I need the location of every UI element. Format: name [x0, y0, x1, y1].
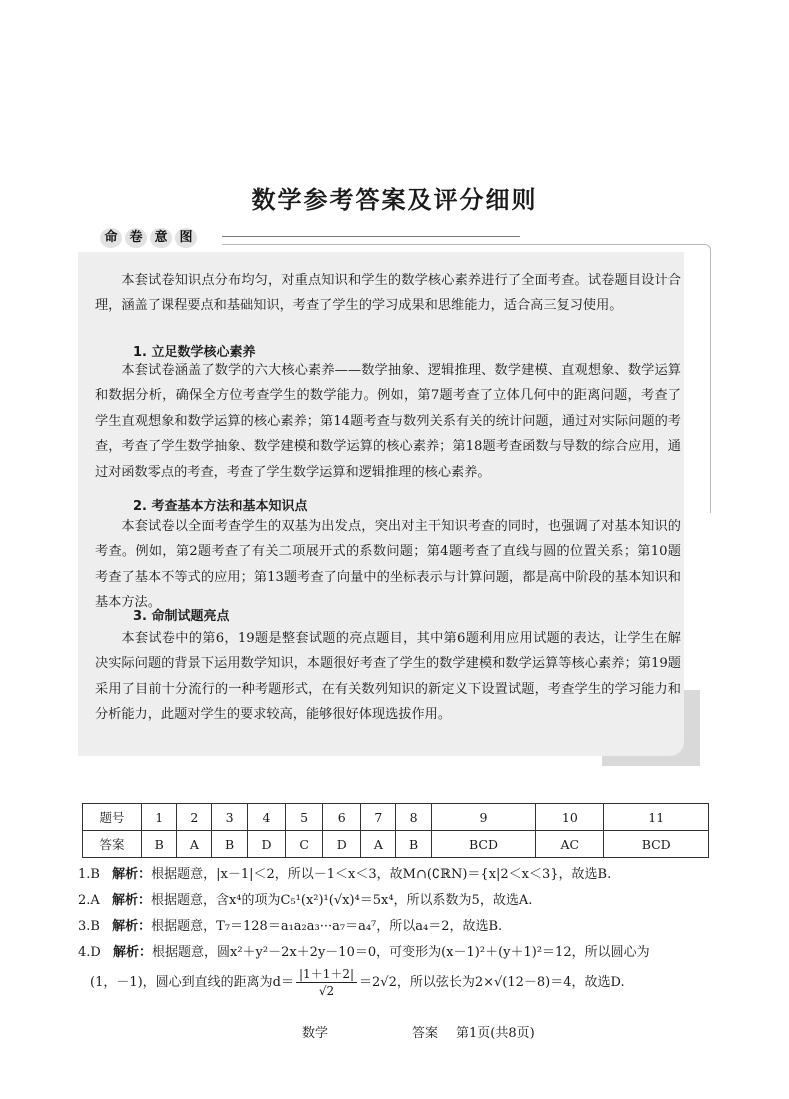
solution-number: 2.A — [78, 893, 100, 908]
solution-number: 4.D — [78, 945, 101, 960]
row-header: 题号 — [83, 804, 142, 831]
intro-box — [78, 252, 684, 756]
table-row — [83, 831, 709, 858]
intro-paragraph: 本套试卷知识点分布均匀，对重点知识和学生的数学核心素养进行了全面考查。试卷题目设计合理，涵盖了课程要点和基础知识，考查了学生的学习成果和思维能力，适合高三复习使用。 — [95, 273, 681, 314]
question-number: 7 — [361, 804, 396, 831]
answer-cell: B — [212, 831, 247, 858]
answer-cell: A — [361, 831, 396, 858]
solution-text: 根据题意，圆x²＋y²－2x＋2y－10＝0，可变形为(x－1)²＋(y＋1)²＝12，所以圆心为 — [151, 945, 650, 960]
solution-label: 解析： — [111, 893, 151, 908]
footer-page: 第1页(共8页) — [456, 1026, 535, 1041]
distance-fraction — [296, 966, 357, 999]
solution-text: 根据题意，|x－1|＜2，所以－1＜x＜3，故M∩(∁ℝN)＝{x|2＜x＜3}，故选B. — [151, 867, 612, 882]
question-number: 4 — [247, 804, 285, 831]
solution-text: (1，－1)，圆心到直线的距离为d＝ — [90, 975, 295, 990]
footer-subject: 数学 — [302, 1026, 329, 1041]
intro-paragraph: 本套试卷涵盖了数学的六大核心素养——数学抽象、逻辑推理、数学建模、直观想象、数学运算和数据分析，确保全方位考查学生的数学能力。例如，第7题考查了立体几何中的距离问题，考查了学生直观想象和数学运算的核心素养；第14题考查与数列关系有关的统计问题，通过对实际问题的考查，考查了学生数学抽象、数学建模和数学运算的核心素养；第18题考查函数与导数的综合应用，通过对函数零点的考查，考查了学生数学运算和逻辑推理的核心素养。 — [95, 363, 681, 480]
answer-cell: AC — [536, 831, 604, 858]
question-number: 9 — [431, 804, 535, 831]
question-number: 2 — [177, 804, 212, 831]
answer-cell: BCD — [604, 831, 709, 858]
section-label — [100, 228, 197, 248]
question-number: 6 — [323, 804, 361, 831]
question-number: 5 — [286, 804, 323, 831]
answer-cell: A — [177, 831, 212, 858]
solution-text: 根据题意，含x⁴的项为C₅¹(x²)¹(√x)⁴＝5x⁴，所以系数为5，故选A. — [150, 893, 533, 908]
intro-heading: 1. 立足数学核心素养 — [133, 345, 256, 360]
answer-cell: BCD — [431, 831, 535, 858]
solution-2 — [78, 892, 532, 910]
question-number: 10 — [536, 804, 604, 831]
section-label-char: 图 — [175, 228, 197, 248]
question-number: 8 — [396, 804, 431, 831]
answer-cell: D — [247, 831, 285, 858]
row-header: 答案 — [83, 831, 142, 858]
solution-4 — [78, 944, 650, 962]
answer-table — [82, 803, 709, 858]
question-number: 3 — [212, 804, 247, 831]
answer-cell: D — [323, 831, 361, 858]
section-label-char: 命 — [100, 228, 122, 248]
footer-label: 答案 — [412, 1026, 439, 1041]
solution-label: 解析： — [112, 919, 152, 934]
answer-cell: B — [396, 831, 431, 858]
answer-cell: C — [286, 831, 323, 858]
solution-label: 解析： — [112, 867, 152, 882]
intro-paragraph: 本套试卷以全面考查学生的双基为出发点，突出对主干知识考查的同时，也强调了对基本知识的考查。例如，第2题考查了有关二项展开式的系数问题；第4题考查了直线与圆的位置关系；第10题考查了基本不等式的应用；第13题考查了向量中的坐标表示与计算问题，都是高中阶段的基本知识和基本方法。 — [95, 519, 681, 611]
section-label-char: 卷 — [125, 228, 147, 248]
solution-number: 1.B — [78, 867, 100, 882]
intro-paragraph: 本套试卷中的第6，19题是整套试题的亮点题目，其中第6题利用应用试题的表达，让学生在解决实际问题的背景下运用数学知识，本题很好考查了学生的数学建模和数学运算等核心素养；第19题采用了目前十分流行的一种考题形式，在有关数列知识的新定义下设置试题，考查学生的学习能力和分析能力，此题对学生的要求较高，能够很好体现选拔作用。 — [95, 631, 681, 723]
question-number: 1 — [142, 804, 177, 831]
fraction-denominator: √2 — [318, 984, 335, 998]
fraction-numerator: |1＋1＋2| — [296, 966, 357, 983]
solution-3 — [78, 918, 502, 936]
intro-heading: 2. 考查基本方法和基本知识点 — [133, 499, 308, 514]
solution-4-continued — [90, 966, 625, 1000]
answer-cell: B — [142, 831, 177, 858]
intro-heading: 3. 命制试题亮点 — [133, 609, 230, 624]
solution-text: 根据题意，T₇＝128＝a₁a₂a₃···a₇＝a₄⁷，所以a₄＝2，故选B. — [151, 919, 503, 934]
question-number: 11 — [604, 804, 709, 831]
solution-number: 3.B — [78, 919, 100, 934]
table-row — [83, 804, 709, 831]
section-label-char: 意 — [150, 228, 172, 248]
page-title: 数学参考答案及评分细则 — [251, 186, 538, 214]
solution-text: ＝2√2，所以弦长为2×√(12－8)＝4，故选D. — [359, 975, 625, 990]
solution-1 — [78, 866, 611, 884]
section-divider — [222, 236, 520, 237]
solution-label: 解析： — [112, 945, 152, 960]
